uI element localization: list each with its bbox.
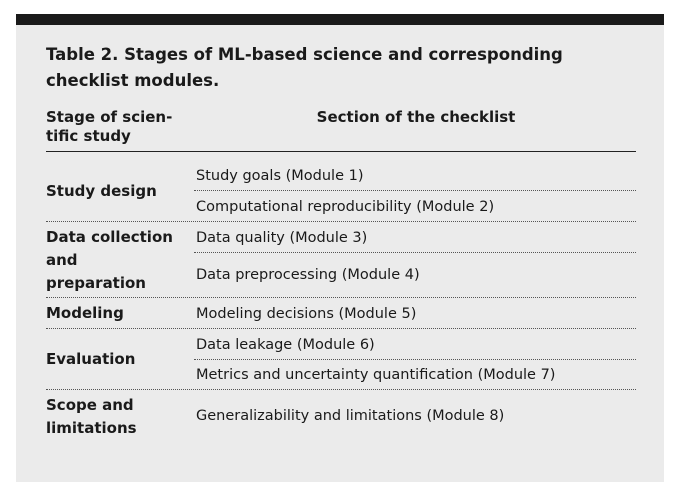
table-panel: [16, 14, 664, 482]
header-stage: Stage of scien- tific study: [46, 108, 173, 145]
header-section: Section of the checklist: [316, 108, 516, 126]
top-bar: [16, 14, 664, 25]
row-divider: [46, 297, 636, 298]
section-study-goals: Study goals (Module 1): [196, 168, 364, 184]
section-computational-reproducibility: Computational reproducibility (Module 2): [196, 199, 495, 215]
row-divider: [46, 221, 636, 222]
section-generalizability: Generalizability and limitations (Module 8): [196, 408, 505, 424]
section-metrics-uncertainty: Metrics and uncertainty quantification (Module 7): [196, 367, 556, 383]
row-divider: [194, 359, 636, 360]
row-divider: [46, 328, 636, 329]
section-data-quality: Data quality (Module 3): [196, 230, 368, 246]
row-divider: [46, 389, 636, 390]
stage-modeling: Modeling: [46, 304, 124, 322]
table-caption: Table 2. Stages of ML-based science and corresponding checklist modules.: [46, 45, 563, 90]
stage-evaluation: Evaluation: [46, 350, 136, 368]
section-data-preprocessing: Data preprocessing (Module 4): [196, 267, 420, 283]
stage-study-design: Study design: [46, 182, 157, 200]
header-rule: [46, 151, 636, 152]
stage-scope-limitations: Scope and limitations: [46, 396, 137, 437]
section-data-leakage: Data leakage (Module 6): [196, 337, 375, 353]
stage-data-collection: Data collection and preparation: [46, 228, 173, 292]
row-divider: [194, 252, 636, 253]
section-modeling-decisions: Modeling decisions (Module 5): [196, 306, 417, 322]
row-divider: [194, 190, 636, 191]
